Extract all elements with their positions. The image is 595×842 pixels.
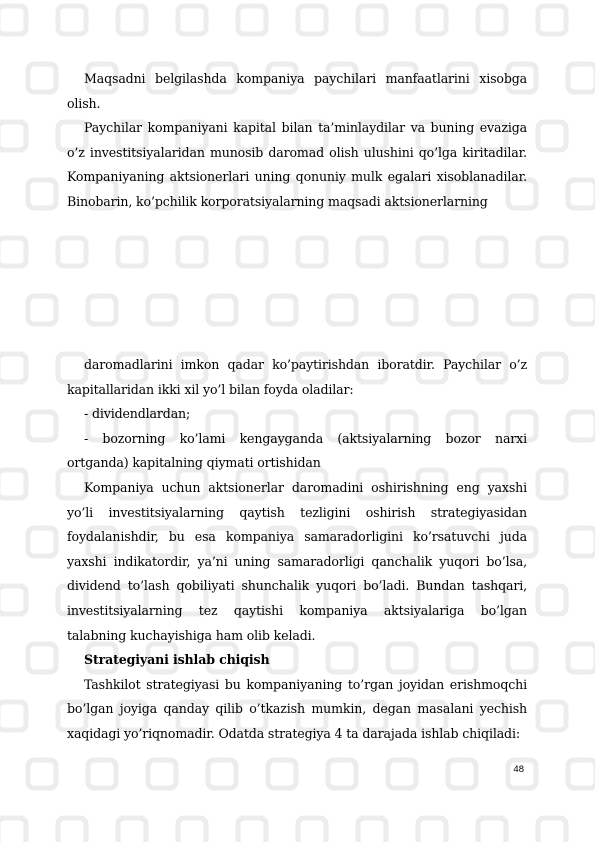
- watermark-tile: [538, 702, 566, 730]
- watermark-tile: [418, 6, 446, 34]
- watermark-tile: [568, 528, 595, 556]
- watermark-tile: [538, 354, 566, 382]
- watermark-tile: [0, 122, 26, 150]
- watermark-tile: [148, 296, 176, 324]
- watermark-tile: [0, 586, 26, 614]
- watermark-tile: [478, 6, 506, 34]
- watermark-tile: [418, 238, 446, 266]
- watermark-tile: [568, 644, 595, 672]
- watermark-tile: [388, 296, 416, 324]
- watermark-tile: [538, 122, 566, 150]
- watermark-tile: [358, 238, 386, 266]
- watermark-tile: [0, 702, 26, 730]
- watermark-tile: [448, 296, 476, 324]
- watermark-tile: [28, 644, 56, 672]
- watermark-tile: [328, 760, 356, 788]
- page-number: 48: [513, 764, 524, 775]
- watermark-tile: [178, 818, 206, 842]
- watermark-tile: [478, 818, 506, 842]
- watermark-tile: [568, 180, 595, 208]
- watermark-tile: [58, 818, 86, 842]
- watermark-tile: [28, 760, 56, 788]
- watermark-tile: [568, 760, 595, 788]
- watermark-tile: [0, 470, 26, 498]
- watermark-tile: [568, 412, 595, 440]
- watermark-tile: [328, 296, 356, 324]
- watermark-tile: [118, 818, 146, 842]
- paragraph-income: daromadlarini imkon qadar ko’paytirishdan iboratdir. Paychilar o’z kapitallaridan ikki xil yo’l bilan foyda oladilar:: [67, 357, 527, 397]
- paragraph-investment-return: Kompaniya uchun aktsionerlar daromadini oshirishning eng yaxshi yo’li investitsiyalarning qaytish tezligini oshirish strategiyasidan foydalanishdir, bu esa kompaniya samaradorligini ko’rsatuvchi juda yaxshi indikatordir, ya’ni uning samaradorligi qanchalik yuqori bo’lsa, dividend to’lash qobiliyati shunchalik yuqori bo’ladi. Bundan tashqari, investitsiyalarning tez qaytishi kompaniya aktsiyalariga bo’lgan talabning kuchayishiga ham olib keladi.: [67, 479, 527, 643]
- paragraph-strategy-definition: Tashkilot strategiyasi bu kompaniyaning to’rgan joyidan erishmoqchi bo’lgan joyiga qanday qilib o’tkazish mumkin, degan masalani yechish xaqidagi yo’riqnomadir. Odatda strategiya 4 ta darajada ishlab chiqiladi:: [67, 676, 527, 741]
- top-text-block: [67, 67, 527, 215]
- watermark-tile: [118, 6, 146, 34]
- watermark-tile: [28, 64, 56, 92]
- watermark-tile: [148, 760, 176, 788]
- watermark-tile: [358, 6, 386, 34]
- watermark-tile: [238, 818, 266, 842]
- watermark-tile: [298, 6, 326, 34]
- watermark-tile: [478, 238, 506, 266]
- watermark-tile: [208, 760, 236, 788]
- watermark-tile: [298, 818, 326, 842]
- watermark-tile: [388, 760, 416, 788]
- watermark-tile: [268, 760, 296, 788]
- watermark-tile: [268, 296, 296, 324]
- watermark-tile: [0, 238, 26, 266]
- watermark-tile: [178, 238, 206, 266]
- section-heading: Strategiyani ishlab chiqish: [84, 652, 270, 668]
- list-item-capital-growth: - bozorning ko’lami kengayganda (aktsiyalarning bozor narxi ortganda) kapitalning qiymati ortishidan: [67, 430, 527, 471]
- watermark-tile: [178, 6, 206, 34]
- watermark-tile: [28, 296, 56, 324]
- watermark-tile: [508, 296, 536, 324]
- watermark-tile: [538, 6, 566, 34]
- watermark-tile: [58, 6, 86, 34]
- watermark-tile: [448, 760, 476, 788]
- watermark-tile: [118, 238, 146, 266]
- watermark-tile: [568, 64, 595, 92]
- watermark-tile: [298, 238, 326, 266]
- watermark-tile: [0, 354, 26, 382]
- watermark-tile: [238, 238, 266, 266]
- watermark-tile: [538, 818, 566, 842]
- watermark-tile: [88, 760, 116, 788]
- list-item-dividends: - dividendlardan;: [84, 406, 191, 422]
- watermark-tile: [28, 412, 56, 440]
- bottom-text-block: [67, 353, 527, 747]
- watermark-tile: [538, 470, 566, 498]
- watermark-tile: [358, 818, 386, 842]
- watermark-tile: [418, 818, 446, 842]
- watermark-tile: [568, 296, 595, 324]
- paragraph-goal: Maqsadni belgilashda kompaniya paychilari manfaatlarini xisobga olish.: [67, 71, 527, 111]
- paragraph-shareholders: Paychilar kompaniyani kapital bilan ta’minlaydilar va buning evaziga o’z investitsiyalaridan munosib daromad olish ulushini qo’lga kiritadilar. Kompaniyaning aktsionerlari uning qonuniy mulk egalari xisoblanadilar. Binobarin, ko’pchilik korporatsiyalarning maqsadi aktsionerlarning: [67, 120, 527, 209]
- watermark-tile: [0, 818, 26, 842]
- watermark-tile: [208, 296, 236, 324]
- watermark-tile: [538, 586, 566, 614]
- watermark-tile: [538, 238, 566, 266]
- watermark-tile: [238, 6, 266, 34]
- watermark-tile: [58, 238, 86, 266]
- watermark-tile: [88, 296, 116, 324]
- watermark-tile: [28, 180, 56, 208]
- watermark-tile: [0, 6, 26, 34]
- watermark-tile: [28, 528, 56, 556]
